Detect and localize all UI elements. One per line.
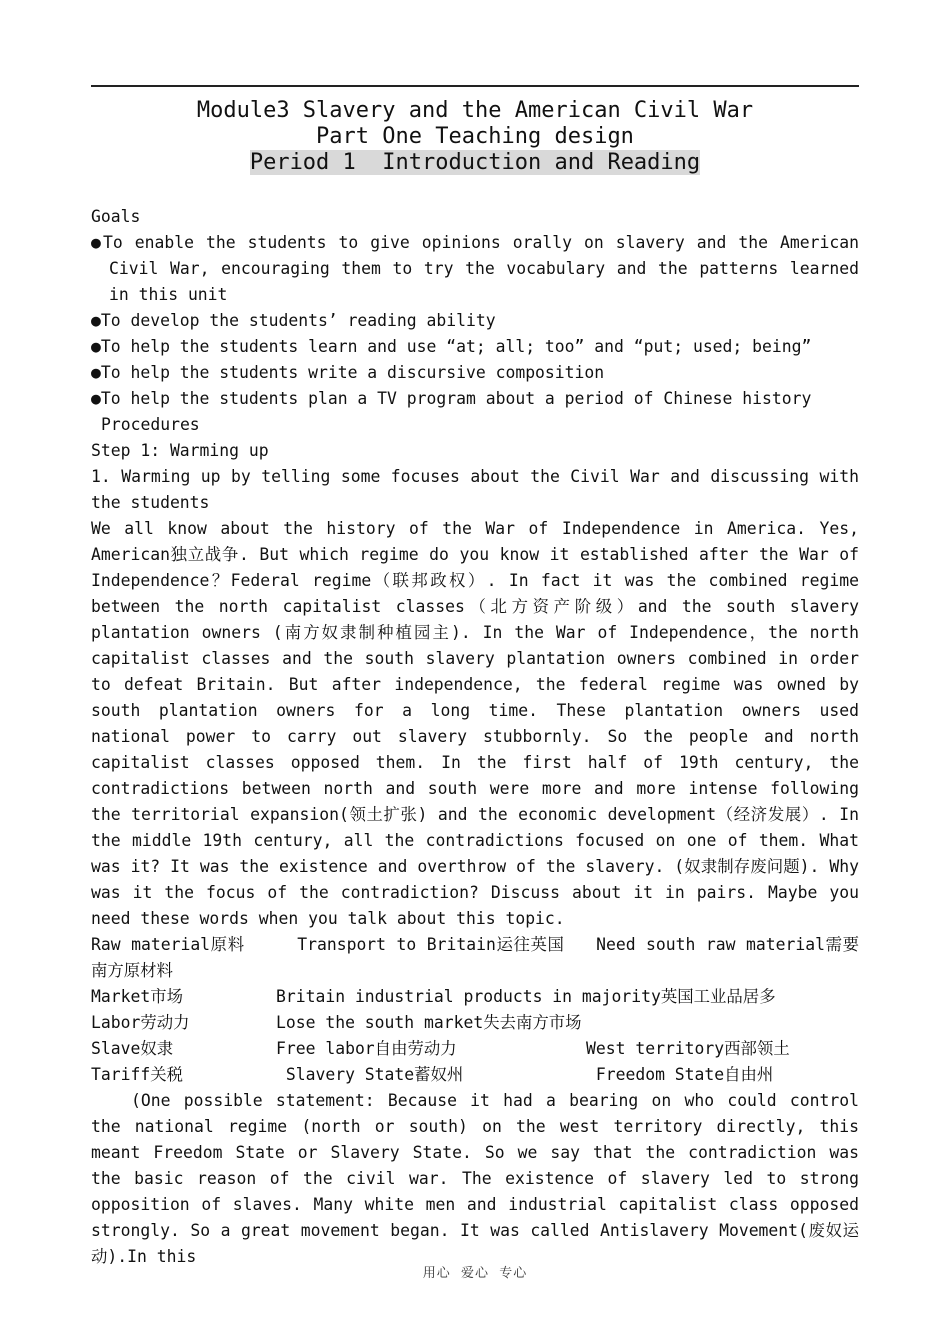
vocab-row (91, 1010, 859, 1036)
vocab-row (91, 1062, 859, 1088)
vocab-term: Tariff关税 (91, 1065, 183, 1084)
vocab-term: Slavery State蓄奴州 (276, 1065, 464, 1084)
vocab-term: West territory西部领土 (586, 1039, 790, 1058)
vocab-row (91, 984, 859, 1010)
vocab-term: Market市场 (91, 987, 183, 1006)
vocab-term: Free labor自由劳动力 (276, 1039, 457, 1058)
vocab-row (91, 1036, 859, 1062)
page-footer: 用心 爱心 专心 (422, 1266, 528, 1281)
step-item: 1. Warming up by telling some focuses about the Civil War and discussing with the students (91, 467, 859, 512)
vocab-term: Slave奴隶 (91, 1039, 174, 1058)
paragraph: We all know about the history of the War of Independence in America. Yes, American独立战争. But which regime do you know it established after the War of Independence？Federal regime（联邦政权）. In fact it was the combined regime between the north capitalist classes（北方资产阶级）and the south slavery plantation owners (南方奴隶制种植园主). In the War of Independence，the north capitalist classes and the south slavery plantation owners combined in order to defeat Britain. But after independence, the federal regime was owned by south plantation owners for a long time. These plantation owners used national power to carry out slavery stubbornly. So the people and north capitalist classes opposed them. In the first half of 19th century, the contradictions between north and south were more and more intense following the territorial expansion(领土扩张) and the economic development（经济发展）. In the middle 19th century, all the contradictions focused on one of them. What was it? It was the existence and overthrow of the slavery. (奴隶制存废问题). Why was it the focus of the contradiction? Discuss about it in pairs. Maybe you need these words when you talk about this topic. (91, 519, 859, 928)
module-title: Module3 Slavery and the American Civil War (196, 98, 754, 123)
vocab-term: Lose the south market失去南方市场 (276, 1013, 582, 1032)
goal-item: ●To help the students write a discursive composition (91, 363, 605, 382)
document-body (91, 204, 859, 1270)
vocab-term: Britain industrial products in majority英国工业品居多 (276, 987, 776, 1006)
goal-item: ●To help the students learn and use “at; all; too” and “put; used; being” (91, 337, 812, 356)
goal-item: ●To develop the students’ reading ability (91, 311, 496, 330)
period-title (91, 150, 859, 176)
header-rule (91, 85, 859, 87)
paragraph: (One possible statement: Because it had a bearing on who could control the national regime (north or south) on the west territory directly, this meant Freedom State or Slavery State. So we say that the contradiction was the basic reason of the civil war. The existence of slavery led to strong opposition of slaves. Many white men and industrial capitalist class opposed strongly. So a great movement began. It was called Antislavery Movement(废奴运动).In this (91, 1091, 859, 1266)
vocab-term: Labor劳动力 (91, 1013, 190, 1032)
goal-item: ●To enable the students to give opinions orally on slavery and the American Civil War, encouraging them to try the vocabulary and the patterns learned in this unit (91, 233, 859, 304)
title-block (91, 98, 859, 176)
vocab-term: Freedom State自由州 (586, 1065, 774, 1084)
step-heading: Step 1: Warming up (91, 441, 269, 460)
part-title: Part One Teaching design (316, 124, 634, 149)
goal-item: ●To help the students plan a TV program about a period of Chinese history (91, 389, 812, 408)
vocab-row: Raw material原料 Transport to Britain运往英国 Need south raw material需要南方原材料 (91, 935, 859, 980)
procedures-heading: Procedures (101, 415, 200, 434)
goals-heading: Goals (91, 207, 141, 226)
period-title-text: Period 1 Introduction and Reading (249, 150, 701, 175)
